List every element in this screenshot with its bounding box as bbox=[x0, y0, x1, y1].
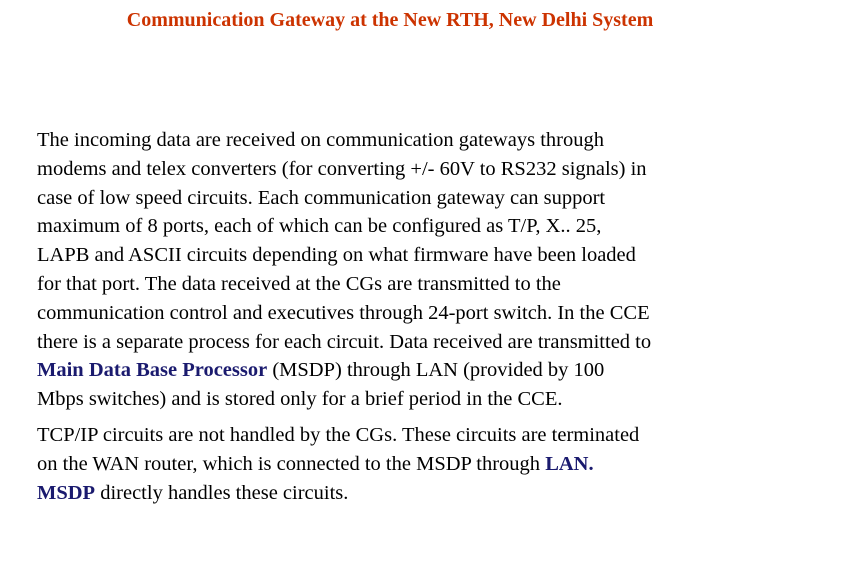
text-line: The incoming data are received on communication gateways through bbox=[37, 129, 604, 151]
text-line: LAPB and ASCII circuits depending on what firmware have been loaded bbox=[37, 244, 636, 267]
emphasis-msdp: MSDP bbox=[37, 481, 96, 504]
text-line bbox=[37, 479, 837, 508]
emphasis-lan: LAN. bbox=[545, 452, 594, 475]
text-line: there is a separate process for each circuit. Data received are transmitted to bbox=[37, 330, 652, 353]
emphasis-main-data-base-processor: Main Data Base Processor bbox=[37, 359, 268, 382]
text-fragment: (MSDP) through LAN (provided by 100 bbox=[267, 359, 605, 382]
text-line: for that port. The data received at the CGs are transmitted to the bbox=[37, 272, 561, 295]
text-line bbox=[37, 450, 837, 479]
text-line bbox=[37, 356, 837, 385]
paragraph-gateway bbox=[37, 126, 837, 414]
paragraph-tcpip bbox=[37, 421, 837, 507]
page-title: Communication Gateway at the New RTH, New Delhi System bbox=[126, 9, 654, 31]
text-line: Mbps switches) and is stored only for a brief period in the CCE. bbox=[37, 388, 563, 411]
text-fragment: directly handles these circuits. bbox=[95, 481, 349, 504]
text-line: modems and telex converters (for converting +/- 60V to RS232 signals) in bbox=[37, 157, 647, 180]
text-line: case of low speed circuits. Each communication gateway can support bbox=[37, 186, 606, 209]
text-fragment: on the WAN router, which is connected to the MSDP through bbox=[37, 452, 546, 475]
body-text bbox=[37, 126, 837, 507]
text-line: TCP/IP circuits are not handled by the CGs. These circuits are terminated bbox=[37, 423, 640, 446]
text-line: communication control and executives through 24-port switch. In the CCE bbox=[37, 301, 650, 324]
text-line: maximum of 8 ports, each of which can be configured as T/P, X.. 25, bbox=[37, 215, 602, 238]
